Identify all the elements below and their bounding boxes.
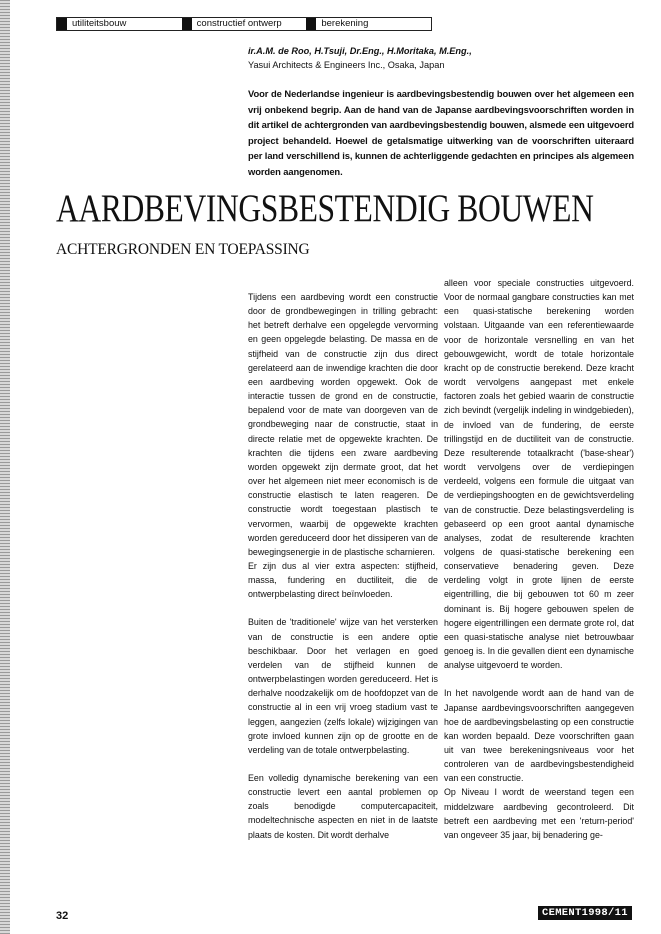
article-subtitle: ACHTERGRONDEN EN TOEPASSING — [56, 241, 310, 258]
tab-berekening — [306, 18, 431, 30]
tab-label: constructief ontwerp — [196, 18, 282, 29]
tab-marker-icon — [182, 18, 192, 30]
journal-badge: CEMENT1998/11 — [538, 906, 632, 920]
tab-marker-icon — [306, 18, 316, 30]
author-affiliation: Yasui Architects & Engineers Inc., Osaka, Japan — [248, 60, 445, 70]
author-block — [248, 44, 628, 72]
tab-label: utiliteitsbouw — [72, 18, 127, 29]
author-names: ir.A.M. de Roo, H.Tsuji, Dr.Eng., H.Moritaka, M.Eng., — [248, 46, 472, 56]
paragraph: Een volledig dynamische berekening van een constructie levert een aantal problemen op zoals benodigde computercapaciteit, modeltechnische aspecten en niet in de laatste plaats de kosten. Dit wordt derhalve — [248, 773, 438, 840]
tab-utiliteitsbouw — [57, 18, 182, 30]
paragraph: Buiten de 'traditionele' wijze van het versterken van de constructie is een andere optie beschikbaar. Door het verlagen en goed verdelen van de stijfheid kunnen de ontwerpbelastingen worden gereduceerd. Het is derhalve noodzakelijk om de hoofdopzet van de constructie al in een vrij vroeg stadium vast te leggen, aangezien (zelfs lokale) wijzigingen van grote invloed kunnen zijn op de grootte en de verdeling van de totale ontwerpbelasting. — [248, 617, 438, 755]
scan-edge-strip — [0, 0, 10, 934]
tab-label: berekening — [321, 18, 369, 29]
body-column-right — [444, 276, 634, 842]
paragraph: alleen voor speciale constructies uitgevoerd. Voor de normaal gangbare constructies kan met een quasi-statische berekening worden volstaan. Uitgaande van een referentiewaarde voor de horizontale versnelling en van het gebouwgewicht, wordt de totale horizontale kracht op de constructie berekend. Deze kracht wordt vervolgens aangepast met enkele factoren zoals het gebied waarin de constructie zich bevindt (vergelijk indeling in windgebieden), de invloed van de fundering, de eerste trillingstijd en de ductiliteit van de constructie. Deze resulterende totaalkracht ('base-shear') wordt vervolgens over de verdiepingen verdeeld, volgens een formule die uitgaat van de verdiepingshoogten en de gewichtsverdeling van de constructie. Deze belastingsverdeling is gebaseerd op een groot aantal dynamische analyses, zodat de resulterende krachten volgens de quasi-statische berekening een conservatieve benadering geven. Deze verdeling volgt in grote lijnen de eerste eigentrilling, die bij gebouwen tot 60 m zeer dominant is. Bij hogere gebouwen spelen de hogere eigentrillingen een dermate grote rol, dat een quasi-statische analyse niet betrouwbaar genoeg is. In die gevallen dient een dynamische analyse uitgevoerd te worden. — [444, 278, 634, 671]
paragraph: Tijdens een aardbeving wordt een constructie door de grondbewegingen in trilling gebracht: het betreft derhalve een opgelegde vervorming en geen opgelegde belasting. De massa en de stijfheid van de constructie zijn dus direct gerelateerd aan de inwendige krachten die door een aardbeving worden opgewekt. Ook de interactie tussen de grond en de constructie, bepalend voor de mate van doorgeven van de grondbeweging naar de constructie, staat in directe relatie met de opgewekte krachten. De krachten die tijdens een zware aardbeving worden opgewekt zijn dermate groot, dat het over het algemeen niet meer economisch is de constructie elastisch te laten reageren. De constructie wordt toegestaan plastisch te vervormen, waarbij de opgewekte krachten worden gereduceerd door het dissiperen van de bewegingsenergie in de plastische scharnieren. — [248, 292, 438, 557]
body-column-left — [248, 290, 438, 842]
category-tabs — [56, 17, 432, 31]
paragraph: Op Niveau I wordt de weerstand tegen een middelzware aardbeving gecontroleerd. Dit betreft een aardbeving met een 'return-period' van ongeveer 35 jaar, bij benadering ge- — [444, 787, 634, 840]
page-number: 32 — [56, 910, 69, 922]
paragraph: In het navolgende wordt aan de hand van de Japanse aardbevingsvoorschriften aangegeven hoe de aardbevingsbelasting op een constructie kan worden bepaald. Deze voorschriften gaan uit van twee berekeningsniveaus voor het controleren van de aardbevingsbestendigheid van een constructie. — [444, 688, 634, 784]
article-title: AARDBEVINGSBESTENDIG BOUWEN — [56, 187, 594, 230]
tab-constructief-ontwerp — [182, 18, 307, 30]
tab-marker-icon — [57, 18, 67, 30]
abstract: Voor de Nederlandse ingenieur is aardbevingsbestendig bouwen over het algemeen een vrij onbekend begrip. Aan de hand van de Japanse aardbevingsvoorschriften worden in dit artikel de achtergronden van aardbevingsbestendig bouwen, alsmede een uitgevoerd project behandeld. Hoewel de getalsmatige uitwerking van de voorschriften uiteraard per land verschillend is, kunnen de achterliggende gedachten en principes als algemeen worden aangenomen. — [248, 88, 634, 177]
paragraph: Er zijn dus al vier extra aspecten: stijfheid, massa, fundering en ductiliteit, die de ontwerpbelasting direct beïnvloeden. — [248, 560, 438, 600]
